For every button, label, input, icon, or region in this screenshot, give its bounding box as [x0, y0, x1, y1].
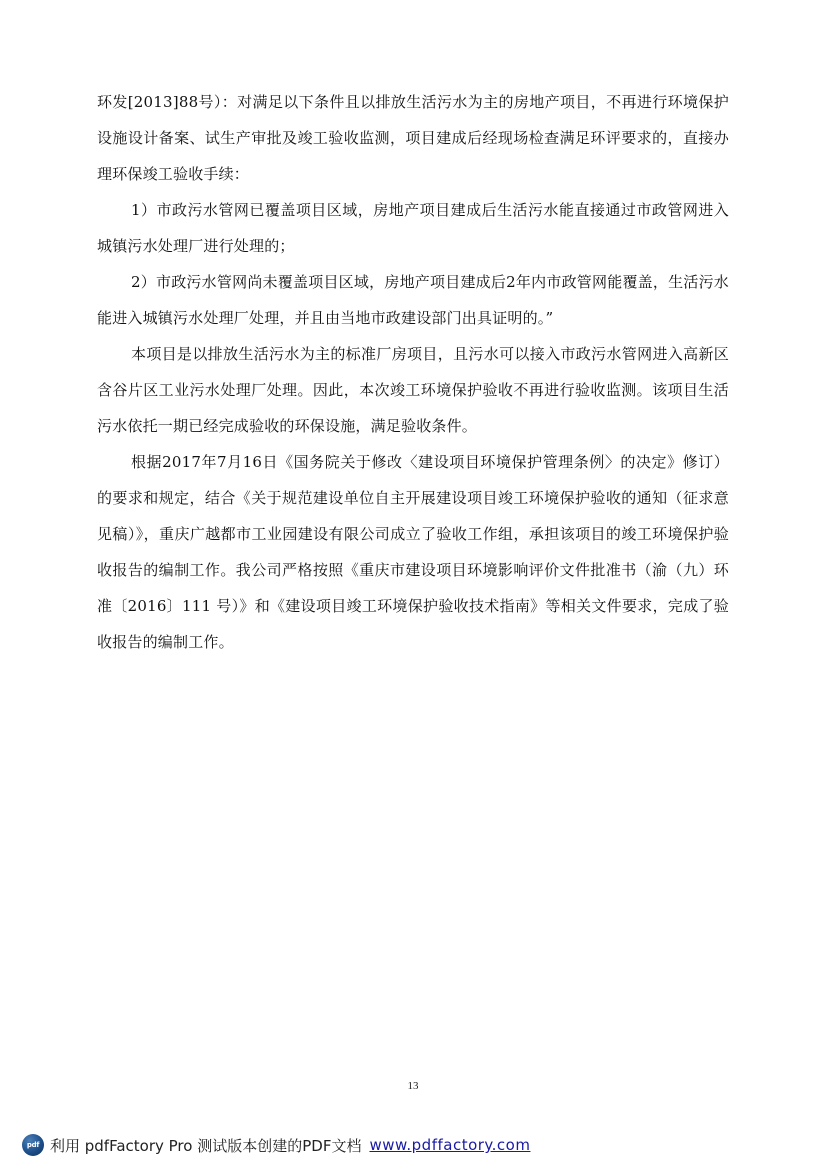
paragraph-3: 2）市政污水管网尚未覆盖项目区域，房地产项目建成后2年内市政管网能覆盖，生活污水能进入城镇污水处理厂处理，并且由当地市政建设部门出具证明的。” [97, 273, 729, 327]
paragraph-1: 环发[2013]88号）：对满足以下条件且以排放生活污水为主的房地产项目，不再进行环境保护设施设计备案、试生产审批及竣工验收监测，项目建成后经现场检查满足环评要求的，直接办理环保竣工验收手续： [97, 93, 729, 183]
pdf-factory-logo-icon: pdf [22, 1134, 44, 1156]
page-number: 13 [407, 1080, 419, 1092]
document-body [97, 84, 729, 660]
pdf-footer [22, 1132, 530, 1158]
footer-text: 利用 pdfFactory Pro 测试版本创建的PDF文档 [50, 1136, 362, 1155]
paragraph-4: 本项目是以排放生活污水为主的标准厂房项目，且污水可以接入市政污水管网进入高新区含谷片区工业污水处理厂处理。因此，本次竣工环境保护验收不再进行验收监测。该项目生活污水依托一期已经完成验收的环保设施，满足验收条件。 [97, 345, 729, 435]
paragraph-2: 1）市政污水管网已覆盖项目区域，房地产项目建成后生活污水能直接通过市政管网进入城镇污水处理厂进行处理的； [97, 201, 729, 255]
footer-link[interactable]: www.pdffactory.com [369, 1136, 531, 1154]
paragraph-5: 根据2017年7月16日《国务院关于修改〈建设项目环境保护管理条例〉的决定》修订）的要求和规定，结合《关于规范建设单位自主开展建设项目竣工环境保护验收的通知（征求意见稿）》，重庆广越都市工业园建设有限公司成立了验收工作组，承担该项目的竣工环境保护验收报告的编制工作。我公司严格按照《重庆市建设项目环境影响评价文件批准书（渝（九）环准〔2016〕111 号）》和《建设项目竣工环境保护验收技术指南》等相关文件要求，完成了验收报告的编制工作。 [97, 453, 729, 651]
